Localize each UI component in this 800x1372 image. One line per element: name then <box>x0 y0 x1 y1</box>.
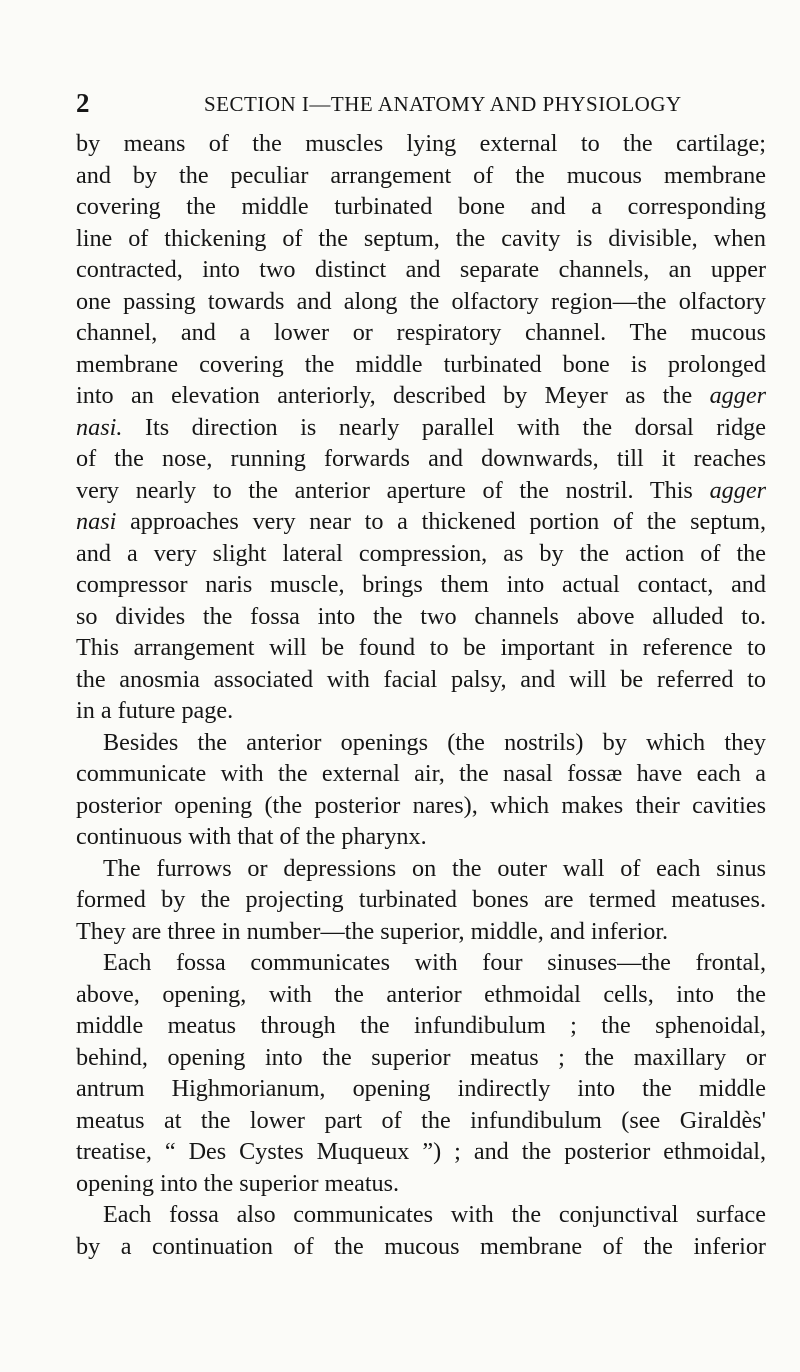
text-line <box>76 380 766 412</box>
text-line: Besides the anterior openings (the nostrils) by which they <box>103 728 766 756</box>
section-title: SECTION I—THE ANATOMY AND PHYSIOLOGY <box>204 92 682 116</box>
text-line: behind, opening into the superior meatus ; the maxillary or <box>76 1043 766 1071</box>
text-line: by means of the muscles lying external to the cartilage; <box>76 130 766 157</box>
text-line: membrane covering the middle turbinated bone is prolonged <box>76 350 766 378</box>
text-line: posterior opening (the posterior nares), which makes their cavities <box>76 791 766 819</box>
text-run: into an elevation anteriorly, described by Meyer as the <box>76 382 693 409</box>
italic-term: nasi <box>76 508 117 535</box>
text-line: opening into the superior meatus. <box>76 1169 400 1197</box>
page-number: 2 <box>76 88 90 118</box>
italic-term: agger <box>709 476 766 504</box>
text-line: the anosmia associated with facial palsy, and will be referred to <box>76 665 766 693</box>
text-line: channel, and a lower or respiratory channel. The mucous <box>76 319 766 346</box>
text-run: approaches very near to a thickened portion of the septum, <box>130 508 766 535</box>
text-line: They are three in number—the superior, middle, and inferior. <box>76 917 669 945</box>
text-line: above, opening, with the anterior ethmoidal cells, into the <box>76 980 766 1008</box>
text-line <box>76 506 766 538</box>
text-line: treatise, “ Des Cystes Muqueux ”) ; and the posterior ethmoidal, <box>76 1138 766 1165</box>
text-line: by a continuation of the mucous membrane of the inferior <box>76 1232 766 1260</box>
text-line: The furrows or depressions on the outer wall of each sinus <box>103 854 766 882</box>
text-line <box>76 475 766 507</box>
text-line: This arrangement will be found to be important in reference to <box>76 634 766 661</box>
text-run: Its direction is nearly parallel with the dorsal ridge <box>144 413 766 441</box>
running-head <box>76 88 736 118</box>
italic-term: nasi. <box>76 413 123 441</box>
text-line: line of thickening of the septum, the cavity is divisible, when <box>76 224 766 252</box>
text-line: compressor naris muscle, brings them into actual contact, and <box>76 571 766 598</box>
text-line: Each fossa also communicates with the conjunctival surface <box>103 1201 766 1228</box>
text-line: of the nose, running forwards and downwards, till it reaches <box>76 445 766 472</box>
text-line: so divides the fossa into the two channels above alluded to. <box>76 602 766 630</box>
text-line: formed by the projecting turbinated bones are termed meatuses. <box>76 886 766 913</box>
italic-term: agger <box>709 382 766 409</box>
text-line: communicate with the external air, the nasal fossæ have each a <box>76 760 766 787</box>
body-text <box>76 128 766 1262</box>
text-run: very nearly to the anterior aperture of the nostril. This <box>76 476 693 504</box>
text-line: Each fossa communicates with four sinuses—the frontal, <box>103 949 766 976</box>
text-line: and by the peculiar arrangement of the mucous membrane <box>76 161 766 189</box>
text-line: middle meatus through the infundibulum ; the sphenoidal, <box>76 1012 766 1039</box>
text-line: one passing towards and along the olfactory region—the olfactory <box>76 287 766 315</box>
text-line: meatus at the lower part of the infundibulum (see Giraldès' <box>76 1106 766 1134</box>
text-line: covering the middle turbinated bone and a corresponding <box>76 193 766 220</box>
text-line: in a future page. <box>76 697 234 724</box>
text-line: contracted, into two distinct and separate channels, an upper <box>76 256 766 283</box>
text-line: continuous with that of the pharynx. <box>76 823 427 850</box>
text-line: antrum Highmorianum, opening indirectly into the middle <box>76 1075 766 1102</box>
text-line <box>76 412 766 444</box>
text-line: and a very slight lateral compression, as by the action of the <box>76 539 766 567</box>
